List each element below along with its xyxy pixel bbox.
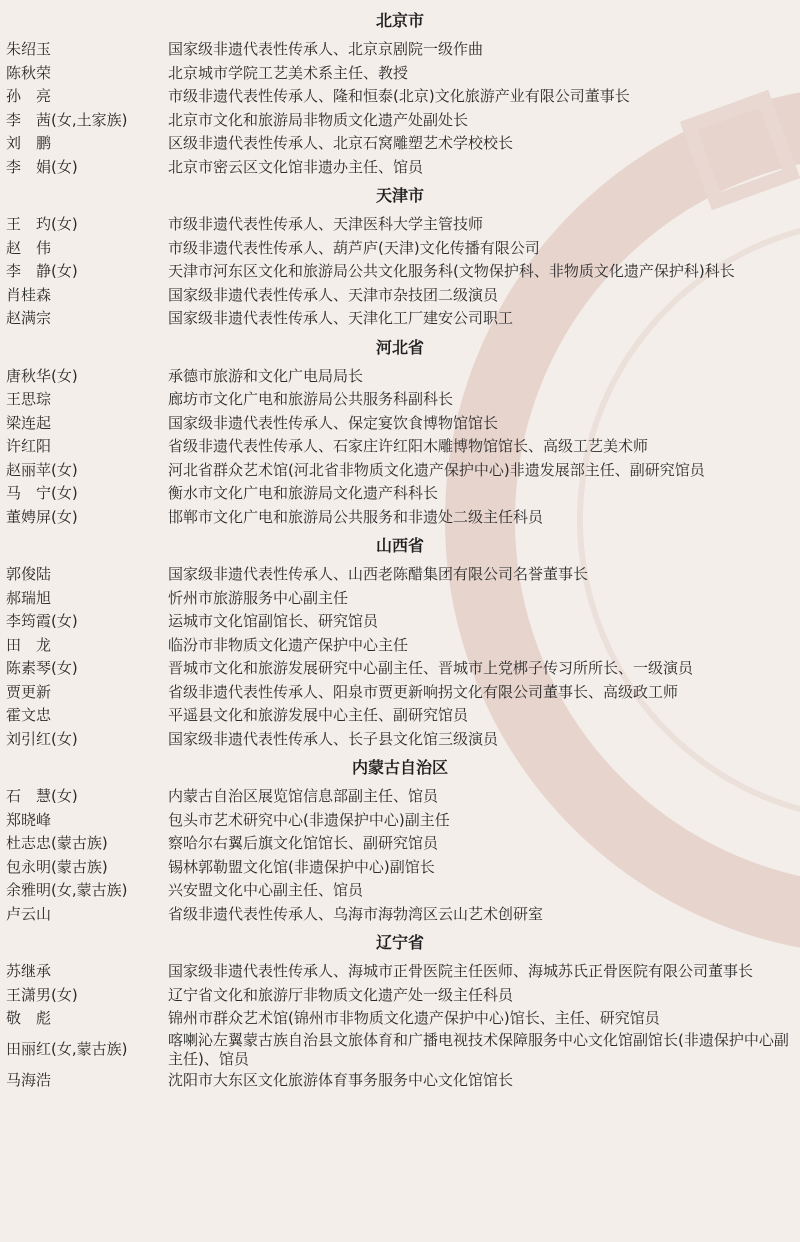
person-title: 市级非遗代表性传承人、葫芦庐(天津)文化传播有限公司 (168, 238, 540, 257)
person-name: 赵丽苹(女) (6, 460, 78, 479)
person-title: 国家级非遗代表性传承人、天津化工厂建安公司职工 (168, 309, 514, 328)
roster-row (0, 62, 800, 86)
person-name: 梁连起 (6, 413, 52, 432)
person-title: 市级非遗代表性传承人、天津医科大学主管技师 (168, 215, 484, 234)
person-name: 李 静(女) (6, 262, 78, 281)
person-title: 北京市密云区文化馆非遗办主任、馆员 (168, 157, 424, 176)
roster-row (0, 388, 800, 412)
person-title: 北京市文化和旅游局非物质文化遗产处副处长 (168, 110, 469, 129)
person-title: 省级非遗代表性传承人、乌海市海勃湾区云山艺术创研室 (168, 904, 544, 923)
roster-row (0, 610, 800, 634)
person-name: 许红阳 (6, 437, 52, 456)
roster-row (0, 459, 800, 483)
roster-row (0, 704, 800, 728)
person-title: 辽宁省文化和旅游厅非物质文化遗产处一级主任科员 (168, 985, 514, 1004)
roster-row (0, 785, 800, 809)
roster-row (0, 984, 800, 1008)
roster-row (0, 634, 800, 658)
person-title: 包头市艺术研究中心(非遗保护中心)副主任 (168, 810, 450, 829)
roster-row (0, 435, 800, 459)
person-name: 苏继承 (6, 962, 52, 981)
person-title: 察哈尔右翼后旗文化馆馆长、副研究馆员 (168, 834, 439, 853)
person-name: 刘引红(女) (6, 729, 78, 748)
section-title: 天津市 (375, 186, 424, 205)
section-title: 内蒙古自治区 (351, 758, 448, 777)
person-name: 杜志忠(蒙古族) (6, 834, 108, 853)
roster-row (0, 38, 800, 62)
section-title: 山西省 (375, 536, 424, 555)
person-name: 王潇男(女) (6, 985, 78, 1004)
roster-row (0, 260, 800, 284)
person-name: 李 茜(女,土家族) (6, 110, 128, 129)
person-name: 陈秋荣 (6, 63, 52, 82)
roster-row (0, 587, 800, 611)
person-name: 郑晓峰 (6, 810, 52, 829)
section-title: 北京市 (375, 11, 424, 30)
roster-row (0, 1069, 800, 1093)
roster-row (0, 960, 800, 984)
person-title: 承德市旅游和文化广电局局长 (168, 366, 364, 385)
person-title: 省级非遗代表性传承人、阳泉市贾更新响拐文化有限公司董事长、高级政工师 (168, 682, 679, 701)
person-name: 肖桂森 (6, 285, 52, 304)
person-name: 孙 亮 (6, 87, 52, 106)
roster-row (0, 156, 800, 180)
person-name: 马海浩 (6, 1070, 52, 1089)
roster-row (0, 879, 800, 903)
roster-row (0, 728, 800, 752)
person-title: 内蒙古自治区展览馆信息部副主任、馆员 (168, 787, 439, 806)
person-title: 廊坊市文化广电和旅游局公共服务科副科长 (168, 390, 454, 409)
person-name: 田丽红(女,蒙古族) (6, 1040, 128, 1058)
person-name: 包永明(蒙古族) (6, 857, 108, 876)
roster-row (0, 1007, 800, 1031)
person-name: 唐秋华(女) (6, 366, 78, 385)
person-title: 晋城市文化和旅游发展研究中心副主任、晋城市上党梆子传习所所长、一级演员 (168, 659, 694, 678)
person-title: 市级非遗代表性传承人、隆和恒泰(北京)文化旅游产业有限公司董事长 (168, 87, 630, 106)
person-name: 陈素琴(女) (6, 659, 78, 678)
person-name: 卢云山 (6, 904, 52, 923)
person-name: 赵满宗 (6, 309, 52, 328)
person-title: 运城市文化馆副馆长、研究馆员 (168, 612, 379, 631)
person-name: 石 慧(女) (6, 787, 78, 806)
person-name: 赵 伟 (6, 238, 52, 257)
person-name: 李 娟(女) (6, 157, 78, 176)
person-name: 王思琮 (6, 390, 52, 409)
person-title: 国家级非遗代表性传承人、保定宴饮食博物馆馆长 (168, 413, 499, 432)
section-title: 辽宁省 (375, 933, 424, 952)
person-name: 敬 彪 (6, 1009, 52, 1028)
person-title: 北京城市学院工艺美术系主任、教授 (168, 63, 409, 82)
person-title: 国家级非遗代表性传承人、长子县文化馆三级演员 (168, 729, 499, 748)
roster-row (0, 856, 800, 880)
person-title: 兴安盟文化中心副主任、馆员 (168, 881, 364, 900)
person-title: 喀喇沁左翼蒙古族自治县文旅体育和广播电视技术保障服务中心文化馆副馆长(非遗保护中心副主任)、馆员 (168, 1030, 789, 1068)
roster-row (0, 307, 800, 331)
person-title: 天津市河东区文化和旅游局公共文化服务科(文物保护科、非物质文化遗产保护科)科长 (168, 262, 735, 281)
roster-row (0, 506, 800, 530)
roster-row (0, 832, 800, 856)
roster-row (0, 482, 800, 506)
roster-row (0, 809, 800, 833)
person-title: 国家级非遗代表性传承人、天津市杂技团二级演员 (168, 285, 499, 304)
person-title: 忻州市旅游服务中心副主任 (168, 588, 349, 607)
person-title: 衡水市文化广电和旅游局文化遗产科科长 (168, 484, 439, 503)
person-title: 区级非遗代表性传承人、北京石窝雕塑艺术学校校长 (168, 134, 514, 153)
roster-row (0, 681, 800, 705)
person-title: 平遥县文化和旅游发展中心主任、副研究馆员 (168, 706, 469, 725)
section-title: 河北省 (375, 337, 424, 357)
roster-row (0, 284, 800, 308)
person-title: 国家级非遗代表性传承人、山西老陈醋集团有限公司名誉董事长 (168, 565, 589, 584)
roster-row (0, 132, 800, 156)
person-title: 锦州市群众艺术馆(锦州市非物质文化遗产保护中心)馆长、主任、研究馆员 (168, 1009, 660, 1028)
person-title: 锡林郭勒盟文化馆(非遗保护中心)副馆长 (168, 857, 435, 876)
person-name: 董娉屏(女) (6, 507, 78, 526)
roster-row (0, 903, 800, 927)
person-title: 河北省群众艺术馆(河北省非物质文化遗产保护中心)非遗发展部主任、副研究馆员 (168, 460, 705, 479)
roster-row (0, 563, 800, 587)
person-name: 刘 鹏 (6, 134, 52, 153)
person-title: 沈阳市大东区文化旅游体育事务服务中心文化馆馆长 (168, 1070, 514, 1089)
person-title: 国家级非遗代表性传承人、北京京剧院一级作曲 (168, 40, 484, 59)
person-name: 郝瑞旭 (6, 588, 52, 607)
person-title: 临汾市非物质文化遗产保护中心主任 (168, 635, 409, 654)
person-title: 省级非遗代表性传承人、石家庄许红阳木雕博物馆馆长、高级工艺美术师 (168, 437, 649, 456)
person-name: 余雅明(女,蒙古族) (6, 881, 128, 900)
roster-row (0, 109, 800, 133)
person-name: 王 玓(女) (6, 215, 78, 234)
roster-row (0, 365, 800, 389)
roster-row (0, 213, 800, 237)
roster-row (0, 412, 800, 436)
roster-row (0, 85, 800, 109)
person-title: 国家级非遗代表性传承人、海城市正骨医院主任医师、海城苏氏正骨医院有限公司董事长 (168, 962, 754, 981)
person-name: 郭俊陆 (6, 565, 52, 584)
person-title: 邯郸市文化广电和旅游局公共服务和非遗处二级主任科员 (168, 507, 544, 526)
person-name: 朱绍玉 (6, 40, 52, 59)
roster-row (0, 657, 800, 681)
person-name: 马 宁(女) (6, 484, 78, 503)
person-name: 田 龙 (6, 635, 52, 654)
person-name: 李筠霞(女) (6, 612, 78, 631)
person-name: 霍文忠 (6, 706, 52, 725)
person-name: 贾更新 (6, 682, 52, 701)
roster-row (0, 237, 800, 261)
roster-row (0, 1031, 800, 1069)
